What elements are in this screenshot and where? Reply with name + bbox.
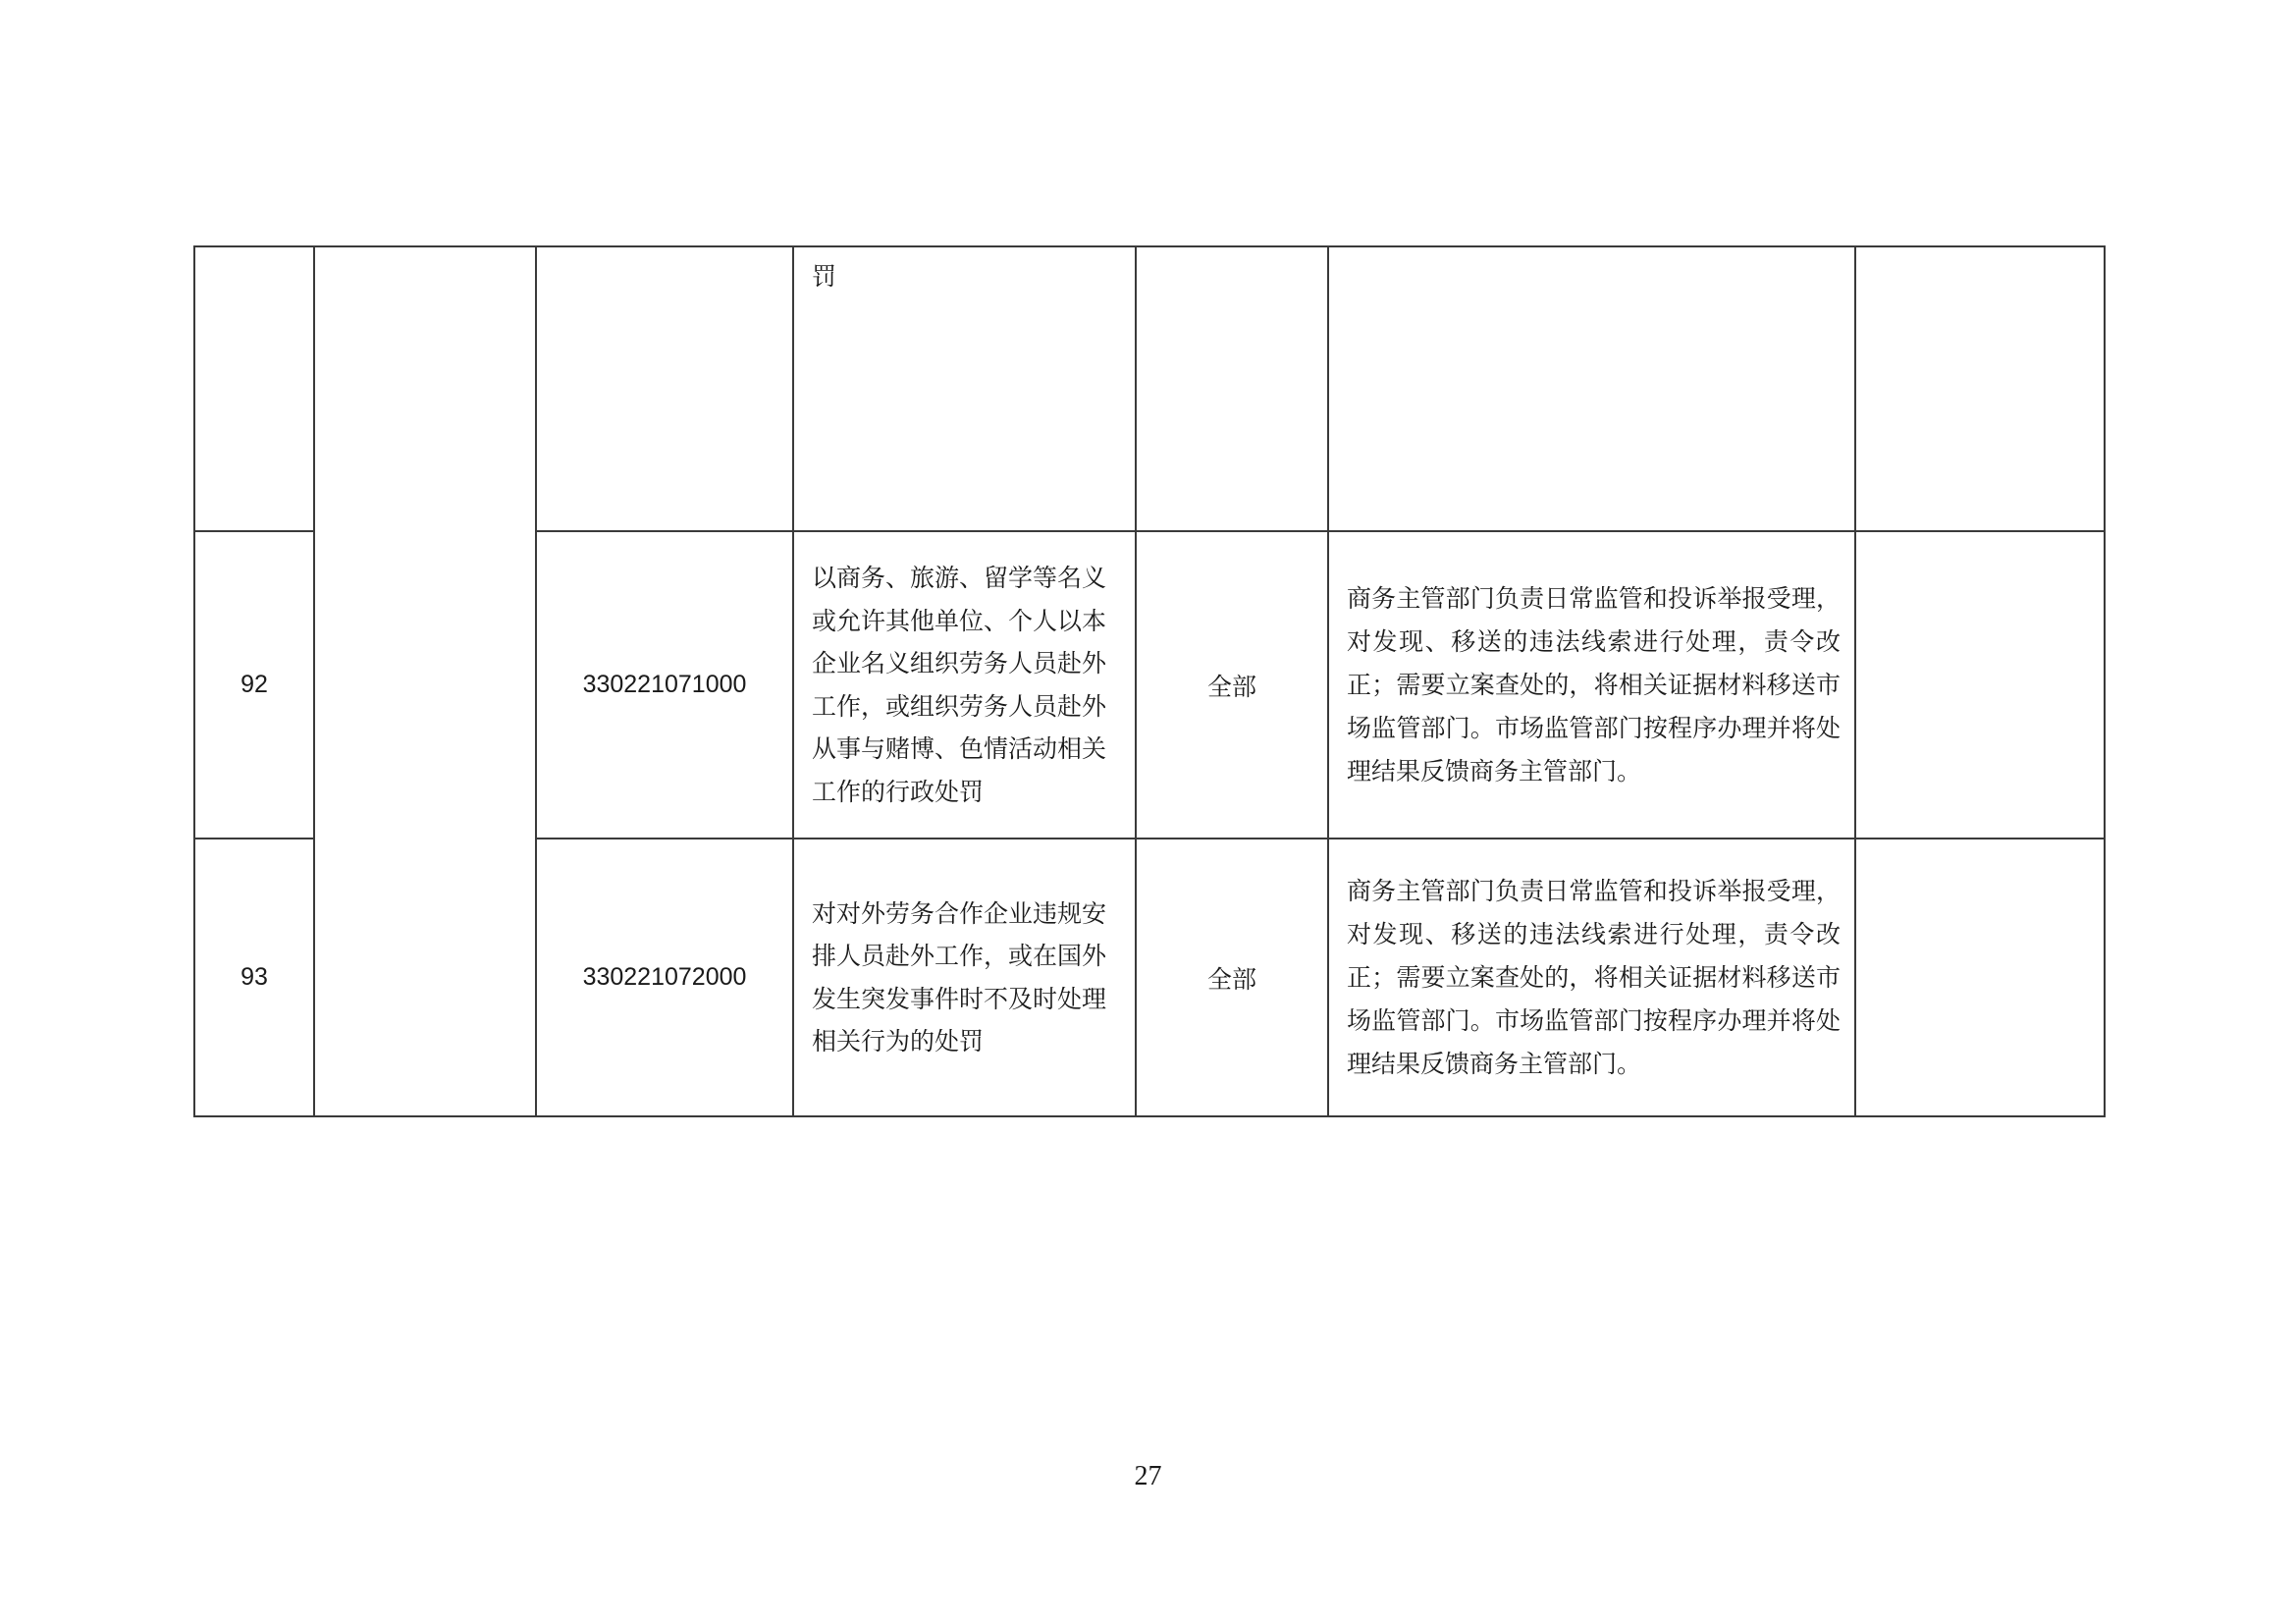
scope-cell: 全部 — [1136, 531, 1328, 839]
remark-cell — [1855, 839, 2105, 1116]
item-code — [536, 246, 793, 531]
table-row — [194, 246, 2105, 531]
duty-division-cell: 商务主管部门负责日常监管和投诉举报受理，对发现、移送的违法线索进行处理，责令改正；需要立案查处的，将相关证据材料移送市场监管部门。市场监管部门按程序办理并将处理结果反馈商务主管部门。 — [1328, 531, 1855, 839]
item-name: 以商务、旅游、留学等名义或允许其他单位、个人以本企业名义组织劳务人员赴外工作，或组织劳务人员赴外从事与赌博、色情活动相关工作的行政处罚 — [793, 531, 1136, 839]
duty-division-cell — [1328, 246, 1855, 531]
row-number: 92 — [194, 531, 314, 839]
remark-cell — [1855, 246, 2105, 531]
row-number: 93 — [194, 839, 314, 1116]
category-cell — [314, 246, 536, 1116]
row-number — [194, 246, 314, 531]
scope-cell: 全部 — [1136, 839, 1328, 1116]
scope-cell — [1136, 246, 1328, 531]
item-name: 对对外劳务合作企业违规安排人员赴外工作，或在国外发生突发事件时不及时处理相关行为的处罚 — [793, 839, 1136, 1116]
enforcement-items-table — [193, 245, 2106, 1117]
page-number: 27 — [1134, 1461, 1162, 1491]
item-code: 330221071000 — [536, 531, 793, 839]
duty-division-cell: 商务主管部门负责日常监管和投诉举报受理，对发现、移送的违法线索进行处理，责令改正；需要立案查处的，将相关证据材料移送市场监管部门。市场监管部门按程序办理并将处理结果反馈商务主管部门。 — [1328, 839, 1855, 1116]
remark-cell — [1855, 531, 2105, 839]
item-code: 330221072000 — [536, 839, 793, 1116]
item-name: 罚 — [793, 246, 1136, 531]
